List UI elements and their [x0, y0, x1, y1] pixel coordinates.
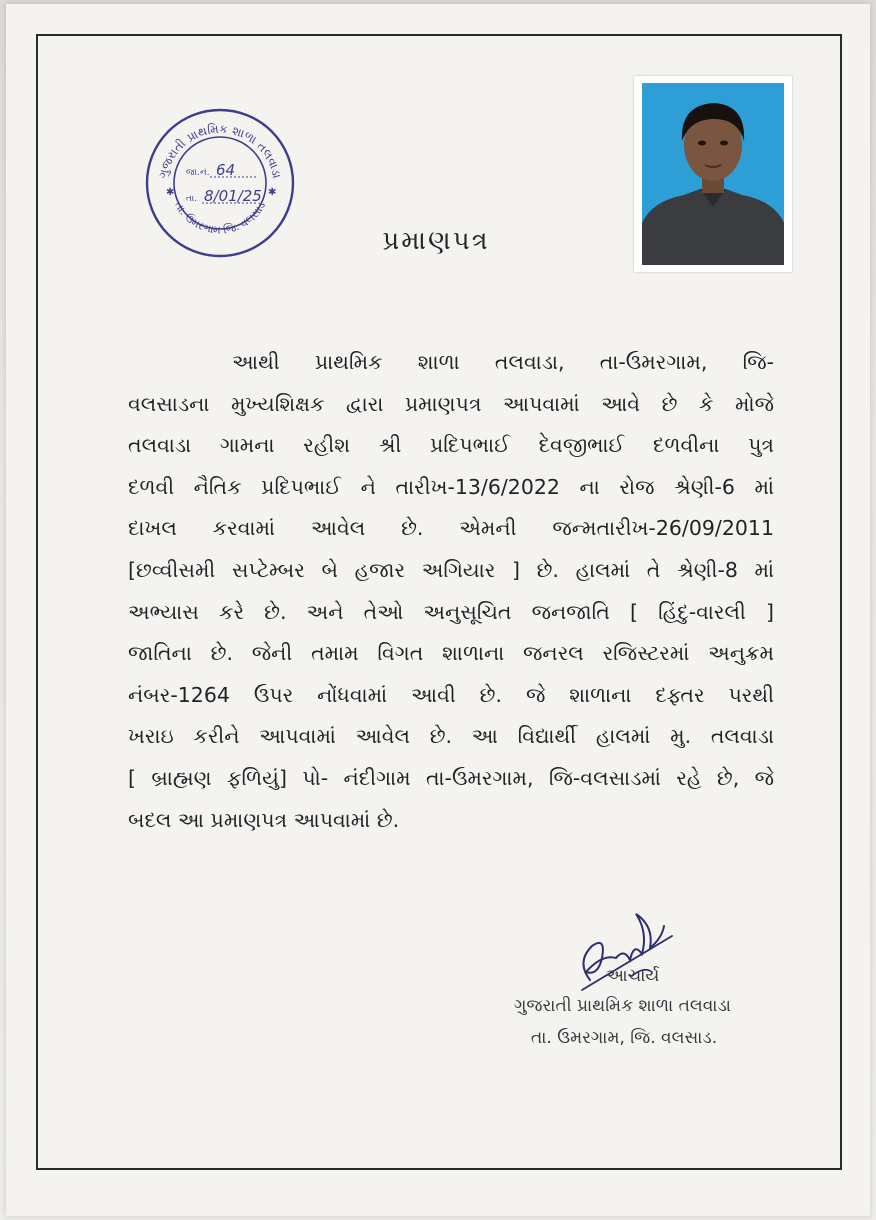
body-line: દળવી નૈતિક પ્રદિપભાઈ ને તારીખ-13/6/2022 ના રોજ શ્રેણી-6 માં [128, 474, 774, 499]
body-line: ખરાઇ કરીને આપવામાં આવેલ છે. આ વિદ્યાર્થી હાલમાં મુ. તલવાડા [128, 724, 774, 749]
body-line: વલસાડના મુખ્યશિક્ષક દ્વારા પ્રમાણપત્ર આપવામાં આવે છે કે મોજે [128, 391, 774, 416]
seal-date-prefix: તા. [186, 194, 198, 204]
seal-bottom-text: તા. ઉમરગામ જિ. વલસાડ [171, 199, 269, 237]
body-line: નંબર-1264 ઉપર નોંધવામાં આવી છે. જે શાળાના દફ્તર પરથી [128, 682, 774, 707]
seal-date-value: 8/01/25 [204, 187, 262, 205]
signatory-role: આચાર્ય [606, 966, 660, 986]
student-photo [634, 76, 792, 272]
seal-number-value: 64 [216, 161, 236, 179]
body-line: તલવાડા ગામના રહીશ શ્રી પ્રદિપભાઈ દેવજીભાઈ દળવીના પુત્ર [128, 433, 774, 458]
page-title: પ્રમાણપત્ર [382, 226, 490, 256]
certificate-body [128, 342, 774, 841]
certificate-sheet [6, 4, 870, 1216]
body-line: દાખલ કરવામાં આવેલ છે. એમની જન્મતારીખ-26/09/2011 [128, 516, 774, 541]
body-line: જાતિના છે. જેની તમામ વિગત શાળાના જનરલ રજિસ્ટરમાં અનુક્રમ [128, 641, 774, 666]
body-line: બદલ આ પ્રમાણપત્ર આપવામાં છે. [128, 807, 400, 832]
seal-stamp-graphic [144, 107, 296, 259]
body-line: અભ્યાસ કરે છે. અને તેઓ અનુસૂચિત જનજાતિ [ હિંદુ-વારલી ] [128, 599, 774, 624]
signatory-address: તા. ઉમરગામ, જિ. વલસાડ. [531, 1028, 718, 1048]
school-seal [144, 107, 296, 259]
body-line: [છવ્વીસમી સપ્ટેમ્બર બે હજાર અગિયાર ] છે. હાલમાં તે શ્રેણી-8 માં [128, 557, 774, 582]
seal-number-prefix: જા.નં. [186, 168, 210, 178]
svg-text:✱: ✱ [268, 187, 277, 198]
portrait-image [642, 83, 784, 265]
body-line: [ બ્રાહ્મણ ફળિયું] પો- નંદીગામ તા-ઉમરગામ, જિ-વલસાડમાં રહે છે, જે [128, 765, 774, 790]
signatory-school: ગુજરાતી પ્રાથમિક શાળા તલવાડા [514, 996, 731, 1016]
seal-ring-text: ગુજરાતી પ્રાથમિક શાળા તલવાડા [155, 121, 285, 180]
body-line: આથી પ્રાથમિક શાળા તલવાડા, તા-ઉમરગામ, જિ- [232, 350, 774, 374]
svg-text:✱: ✱ [166, 187, 175, 198]
